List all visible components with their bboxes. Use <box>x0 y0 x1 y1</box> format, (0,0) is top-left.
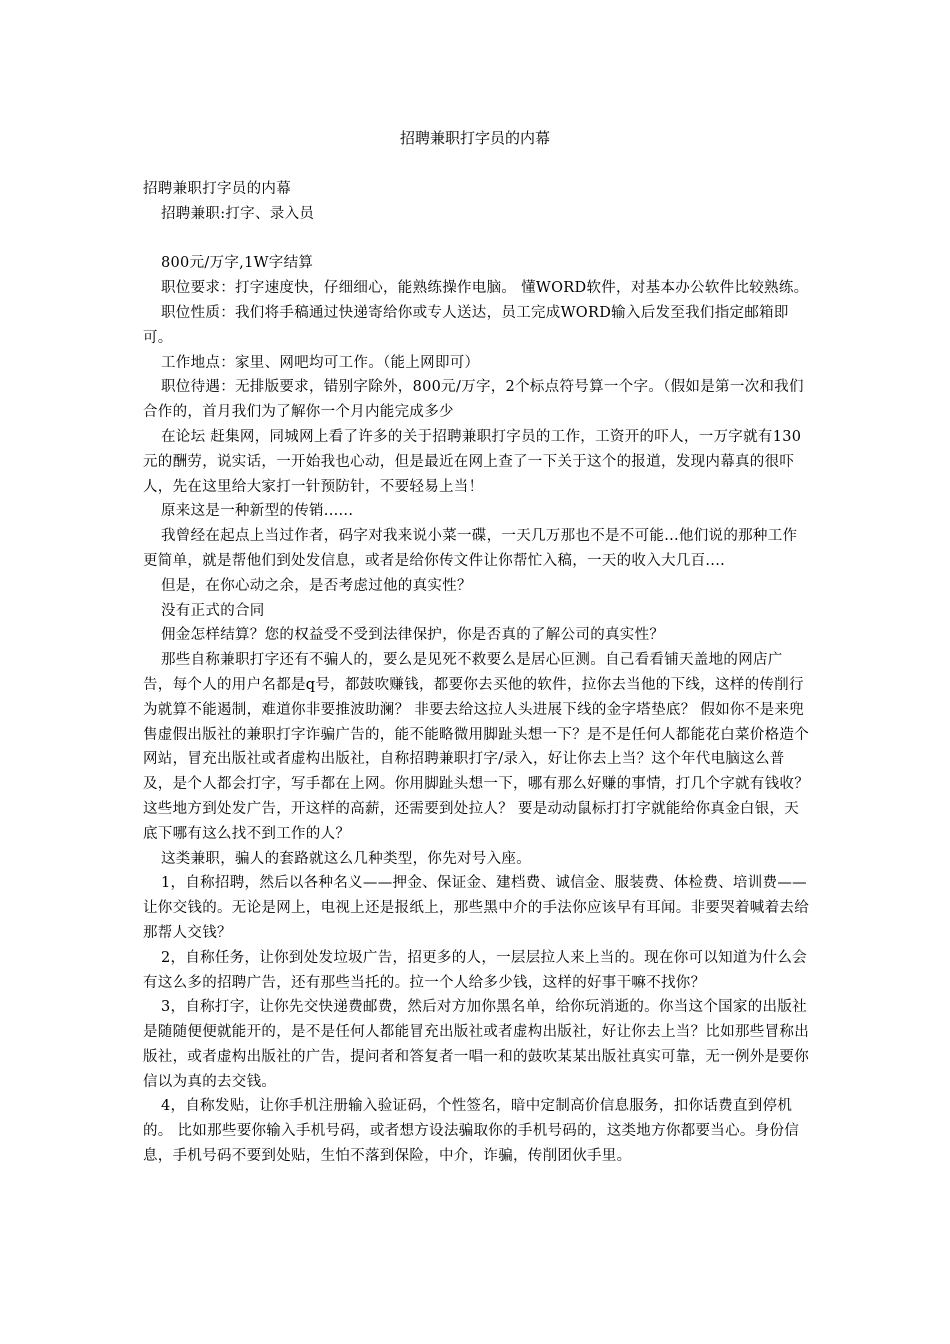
paragraph: 那些自称兼职打字还有不骗人的，要么是见死不救要么是居心叵测。自己看看铺天盖地的网店广告，每个人的用户名都是q号，都鼓吹赚钱，都要你去买他的软件，拉你去当他的下线，这样的传削行为就算不能遏制，难道你非要推波助澜？ 非要去给这拉人头进展下线的金字塔垫底？ 假如你不是来兜售虚假出版社的兼职打字诈骗广告的，能不能略微用脚趾头想一下？是不是任何人都能花白菜价格造个网站，冒充出版社或者虚构出版社，自称招聘兼职打字/录入，好让你去上当？这个年代电脑这么普及，是个人都会打字，写手都在上网。你用脚趾头想一下，哪有那么好赚的事情，打几个字就有钱收？这些地方到处发广告，开这样的高薪，还需要到处拉人？ 要是动动鼠标打打字就能给你真金白银，天底下哪有这么找不到工作的人？ <box>143 652 809 842</box>
paragraph: 没有正式的合同 <box>161 602 265 619</box>
paragraph: 原来这是一种新型的传销...... <box>161 503 354 520</box>
paragraph: 职位待遇：无排版要求，错别字除外，800元/万字，2个标点符号算一个字。（假如是第一次和我们合作的，首月我们为了解你一个月内能完成多少 <box>143 379 804 421</box>
paragraph: 我曾经在起点上当过作者，码字对我来说小菜一碟，一天几万那也不是不可能...他们说的那种工作更简单，就是帮他们到处发信息，或者是给你传文件让你帮忙入稿，一天的收入大几百.... <box>143 528 798 569</box>
paragraph: 在论坛 赶集网，同城网上看了许多的关于招聘兼职打字员的工作，工资开的吓人，一万字就有130元的酬劳，说实话，一开始我也心动，但是最近在网上查了一下关于这个的报道，发现内幕真的很吓人，先在这里给大家打一针预防针，不要轻易上当！ <box>143 428 802 495</box>
document-title: 招聘兼职打字员的内幕 <box>399 129 550 147</box>
paragraph: 招聘兼职:打字、录入员 <box>161 205 315 222</box>
paragraph: 3，自称打字，让你先交快递费邮费，然后对方加你黑名单，给你玩消逝的。你当这个国家的出版社是随随便便就能开的，是不是任何人都能冒充出版社或者虚构出版社，好让你去上当？比如那些冒称出版社，或者虚构出版社的广告，提问者和答复者一唱一和的鼓吹某某出版社真实可靠，无一例外是要你信以为真的去交钱。 <box>143 999 809 1090</box>
paragraph: 佣金怎样结算？您的权益受不受到法律保护，你是否真的了解公司的真实性？ <box>161 627 665 644</box>
paragraph: 招聘兼职打字员的内幕 <box>143 181 291 197</box>
paragraph: 职位要求：打字速度快，仔细细心，能熟练操作电脑。 懂WORD软件，对基本办公软件比较熟练。 <box>161 280 809 297</box>
paragraph: 4，自称发贴，让你手机注册输入验证码，个性签名，暗中定制高价信息服务，扣你话费直到停机的。 比如那些要你输入手机号码，或者想方设法骗取你的手机号码的，这类地方你都要当心。身份信息，手机号码不要到处贴，生怕不落到保险，中介，诈骗，传削团伙手里。 <box>143 1098 800 1165</box>
paragraph: 1，自称招聘，然后以各种名义——押金、保证金、建档费、诚信金、服装费、体检费、培训费——让你交钱的。无论是网上，电视上还是报纸上，那些黑中介的手法你应该早有耳闻。非要哭着喊着去给那帮人交钱？ <box>143 875 809 941</box>
paragraph <box>143 227 811 252</box>
paragraph: 但是，在你心动之余，是否考虑过他的真实性？ <box>161 577 472 594</box>
document-body <box>143 177 811 1169</box>
paragraph: 这类兼职，骗人的套路就这么几种类型，你先对号入座。 <box>161 850 531 867</box>
paragraph: 工作地点：家里、网吧均可工作。（能上网即可） <box>161 354 480 371</box>
paragraph: 800元/万字,1W字结算 <box>161 255 314 272</box>
paragraph: 2，自称任务，让你到处发垃圾广告，招更多的人，一层层拉人来上当的。现在你可以知道为什么会有这么多的招聘广告，还有那些当托的。拉一个人给多少钱，这样的好事干嘛不找你？ <box>143 949 807 991</box>
paragraph: 职位性质：我们将手稿通过快递寄给你或专人送达，员工完成WORD输入后发至我们指定邮箱即可。 <box>143 304 789 346</box>
